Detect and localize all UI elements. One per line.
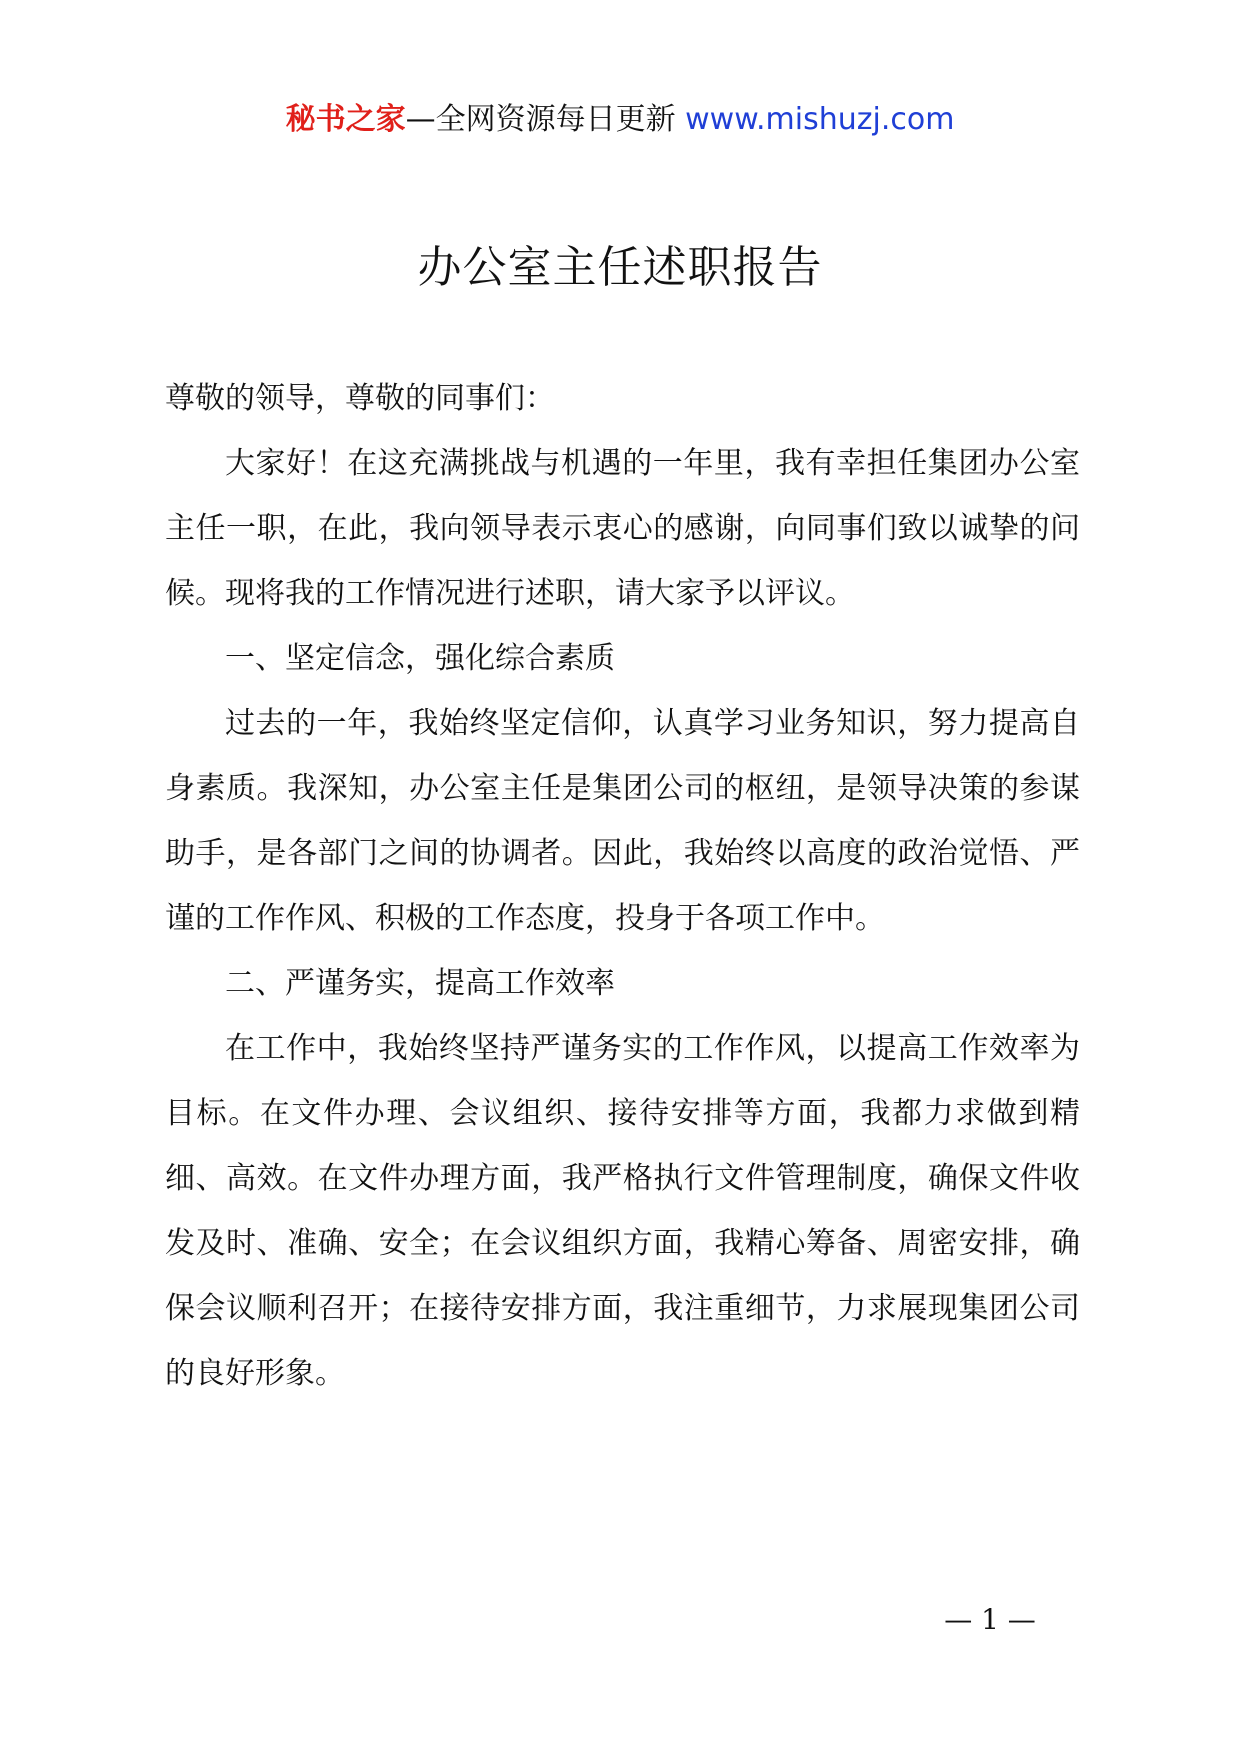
page-number: — 1 —: [944, 1603, 1036, 1636]
salutation: 尊敬的领导，尊敬的同事们：: [165, 381, 555, 416]
document-body: [165, 366, 1080, 1406]
intro-paragraph: 大家好！在这充满挑战与机遇的一年里，我有幸担任集团办公室主任一职，在此，我向领导表示衷心的感谢，向同事们致以诚挚的问候。现将我的工作情况进行述职，请大家予以评议。: [165, 446, 1080, 611]
section-heading-1: 一、坚定信念，强化综合素质: [225, 641, 615, 676]
brand-name: 秘书之家: [285, 102, 406, 137]
section-heading-2: 二、严谨务实，提高工作效率: [225, 966, 615, 1001]
section-body-1: 过去的一年，我始终坚定信仰，认真学习业务知识，努力提高自身素质。我深知，办公室主任是集团公司的枢纽，是领导决策的参谋助手，是各部门之间的协调者。因此，我始终以高度的政治觉悟、严谨的工作作风、积极的工作态度，投身于各项工作中。: [165, 706, 1080, 936]
document-title: 办公室主任述职报告: [417, 242, 823, 293]
header-slogan: —全网资源每日更新: [405, 102, 676, 137]
section-body-2: 在工作中，我始终坚持严谨务实的工作作风，以提高工作效率为目标。在文件办理、会议组织、接待安排等方面，我都力求做到精细、高效。在文件办理方面，我严格执行文件管理制度，确保文件收发及时、准确、安全；在会议组织方面，我精心筹备、周密安排，确保会议顺利召开；在接待安排方面，我注重细节，力求展现集团公司的良好形象。: [165, 1031, 1080, 1391]
site-header: [0, 100, 1240, 140]
site-url-link[interactable]: www.mishuzj.com: [685, 102, 955, 137]
